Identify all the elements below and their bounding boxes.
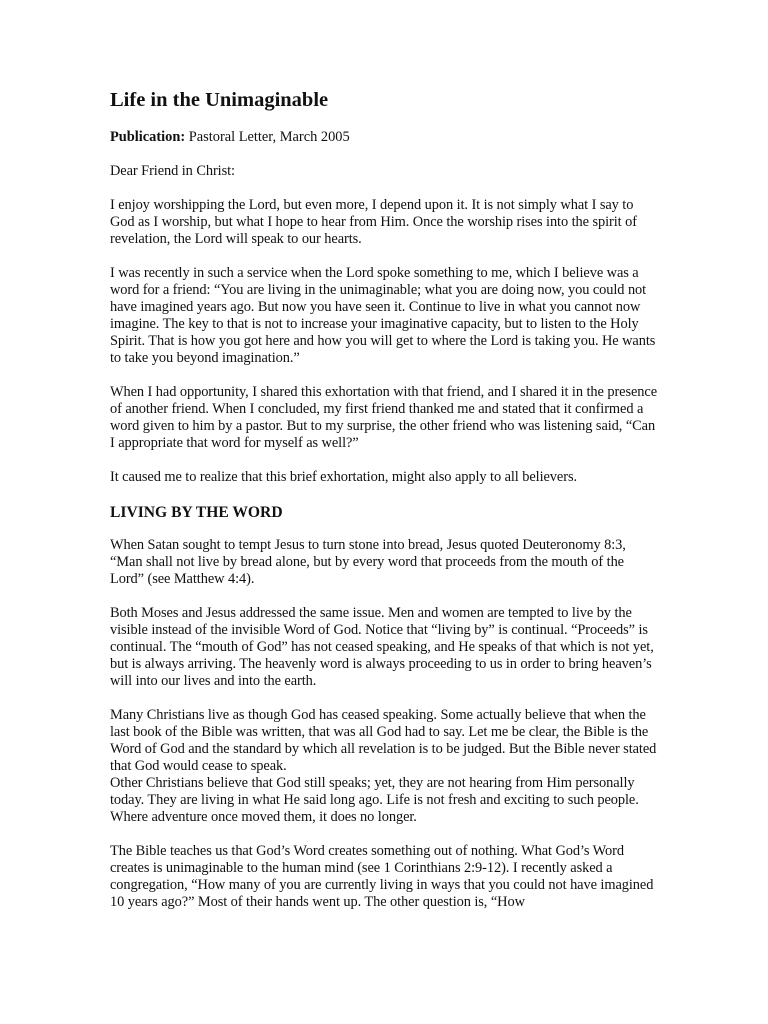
publication-line [110,129,660,146]
section-paragraph-5: The Bible teaches us that God’s Word creates something out of nothing. What God’s Word creates is unimaginable to the human mind (see 1 Corinthians 2:9-12). I recently asked a congregation, “How many of you are currently living in ways that you could not have imagined 10 years ago?” Most of their hands went up. The other question is, “How [110,843,654,910]
publication-value: Pastoral Letter, March 2005 [188,129,350,145]
paragraph-3: When I had opportunity, I shared this exhortation with that friend, and I shared it in the presence of another friend. When I concluded, my first friend thanked me and stated that it confirmed a word given to him by a pastor. But to my surprise, the other friend who was listening said, “Can I appropriate that word for myself as well?” [110,384,658,451]
section-paragraph-3: Many Christians live as though God has ceased speaking. Some actually believe that when the last book of the Bible was written, that was all God had to say. Let me be clear, the Bible is the Word of God and the standard by which all revelation is to be judged. But the Bible never stated that God would cease to speak. [110,707,657,774]
section-heading: LIVING BY THE WORD [110,504,283,521]
paragraph-2: I was recently in such a service when the Lord spoke something to me, which I believe was a word for a friend: “You are living in the unimaginable; what you are doing now, you could not have imagined years ago. But now you have seen it. Continue to live in what you cannot now imagine. The key to that is not to increase your imaginative capacity, but to listen to the Holy Spirit. That is how you got here and how you will get to where the Lord is taking you. He wants to take you beyond imagination.” [110,265,656,366]
section-paragraph-4: Other Christians believe that God still speaks; yet, they are not hearing from Him personally today. They are living in what He said long ago. Life is not fresh and exciting to such people. Where adventure once moved them, it does no longer. [110,775,639,825]
publication-label: Publication: [110,129,186,145]
document-body [110,88,660,928]
salutation: Dear Friend in Christ: [110,163,235,179]
document-title: Life in the Unimaginable [110,89,329,111]
paragraph-1: I enjoy worshipping the Lord, but even more, I depend upon it. It is not simply what I say to God as I worship, but what I hope to hear from Him. Once the worship rises into the spirit of revelation, the Lord will speak to our hearts. [110,197,637,247]
paragraph-4: It caused me to realize that this brief exhortation, might also apply to all believers. [110,469,577,485]
section-paragraph-2: Both Moses and Jesus addressed the same issue. Men and women are tempted to live by the visible instead of the invisible Word of God. Notice that “living by” is continual. “Proceeds” is continual. The “mouth of God” has not ceased speaking, and He speaks of that which is not yet, but is always arriving. The heavenly word is always proceeding to us in order to bring heaven’s will into our lives and into the earth. [110,605,654,689]
section-paragraph-1: When Satan sought to tempt Jesus to turn stone into bread, Jesus quoted Deuteronomy 8:3, “Man shall not live by bread alone, but by every word that proceeds from the mouth of the Lord” (see Matthew 4:4). [110,537,626,587]
